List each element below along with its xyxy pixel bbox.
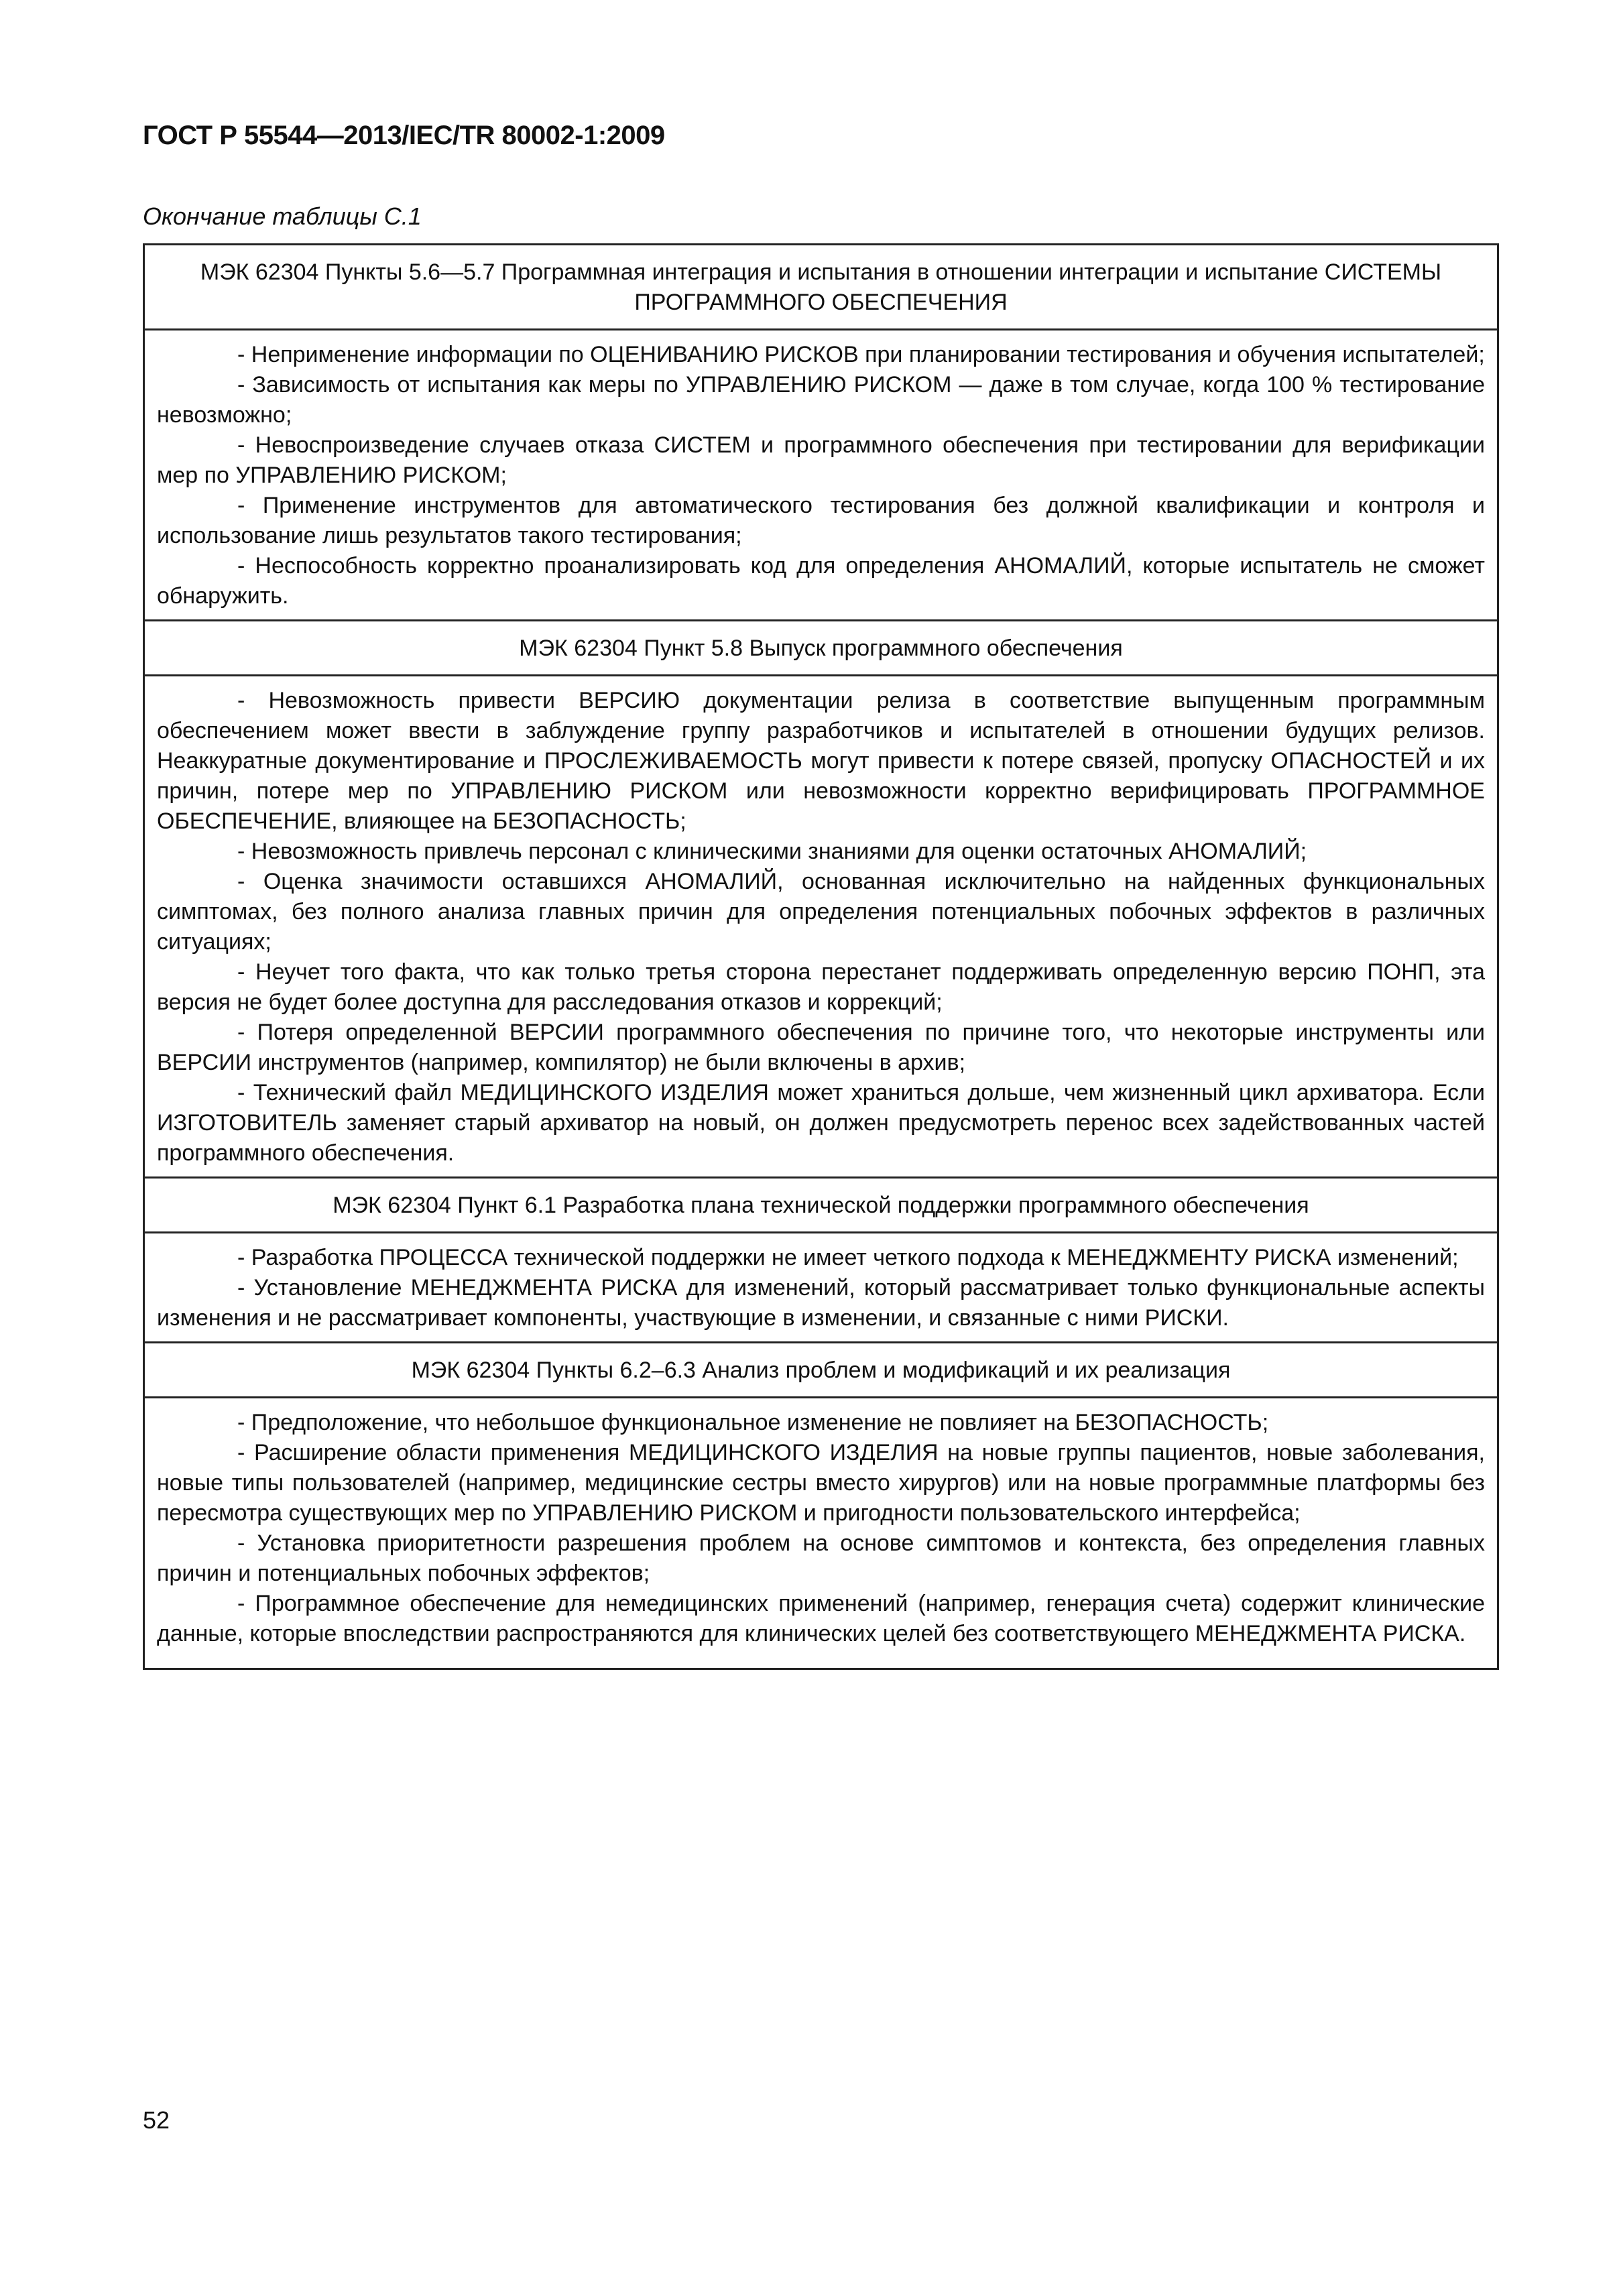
table-caption: Окончание таблицы С.1 xyxy=(143,202,422,230)
section-heading: МЭК 62304 Пункты 6.2–6.3 Анализ проблем и модификаций и их реализация xyxy=(145,1343,1497,1398)
list-item: - Применение инструментов для автоматического тестирования без должной квалификации и контроля и использование лишь результатов такого тестирования; xyxy=(157,493,1485,548)
list-item: - Установка приоритетности разрешения проблем на основе симптомов и контекста, без определения главных причин и потенциальных побочных эффектов; xyxy=(157,1530,1485,1586)
list-item: - Невозможность привести ВЕРСИЮ документации релиза в соответствие выпущенным программным обеспечением может ввести в заблуждение группу разработчиков и испытателей в отношении будущих релизов. Неаккуратные документирование и ПРОСЛЕЖИВАЕМОСТЬ могут привести к потере связей, пропуску ОПАСНОСТЕЙ и их причин, потере мер по УПРАВЛЕНИЮ РИСКОМ или невозможности корректно верифицировать ПРОГРАММНОЕ ОБЕСПЕЧЕНИЕ, влияющее на БЕЗОПАСНОСТЬ; xyxy=(157,688,1485,834)
section-heading: МЭК 62304 Пункт 6.1 Разработка плана технической поддержки программного обеспечения xyxy=(145,1179,1497,1233)
list-item: - Неспособность корректно проанализировать код для определения АНОМАЛИЙ, которые испытатель не сможет обнаружить. xyxy=(157,553,1485,609)
section-heading: МЭК 62304 Пункт 5.8 Выпуск программного обеспечения xyxy=(145,621,1497,676)
list-item: - Неприменение информации по ОЦЕНИВАНИЮ РИСКОВ при планировании тестирования и обучения испытателей; xyxy=(237,342,1485,367)
list-item: - Расширение области применения МЕДИЦИНСКОГО ИЗДЕЛИЯ на новые группы пациентов, новые заболевания, новые типы пользователей (например, медицинские сестры вместо хирургов) или на новые программные платформы без пересмотра существующих мер по УПРАВЛЕНИЮ РИСКОМ и пригодности пользовательского интерфейса; xyxy=(157,1440,1485,1526)
list-item: - Невоспроизведение случаев отказа СИСТЕМ и программного обеспечения при тестировании для верификации мер по УПРАВЛЕНИЮ РИСКОМ; xyxy=(157,432,1485,488)
page-number: 52 xyxy=(143,2106,170,2134)
list-item: - Программное обеспечение для немедицинских применений (например, генерация счета) содержит клинические данные, которые впоследствии распространяются для клинических целей без соответствующего МЕНЕДЖМЕНТА РИСКА. xyxy=(157,1591,1485,1646)
section-heading: МЭК 62304 Пункты 5.6—5.7 Программная интеграция и испытания в отношении интеграции и испытание СИСТЕМЫ ПРОГРАММНОГО ОБЕСПЕЧЕНИЯ xyxy=(145,245,1497,330)
section-body xyxy=(145,1233,1497,1343)
list-item: - Зависимость от испытания как меры по УПРАВЛЕНИЮ РИСКОМ — даже в том случае, когда 100 % тестирование невозможно; xyxy=(157,372,1485,428)
risk-table xyxy=(143,243,1499,1670)
list-item: - Невозможность привлечь персонал с клиническими знаниями для оценки остаточных АНОМАЛИЙ; xyxy=(237,839,1307,864)
list-item: - Технический файл МЕДИЦИНСКОГО ИЗДЕЛИЯ может храниться дольше, чем жизненный цикл архиватора. Если ИЗГОТОВИТЕЛЬ заменяет старый архиватор на новый, он должен предусмотреть перенос всех задействованных частей программного обеспечения. xyxy=(157,1080,1485,1166)
section-body xyxy=(145,1398,1497,1668)
section-body xyxy=(145,676,1497,1179)
section-body xyxy=(145,330,1497,621)
list-item: - Предположение, что небольшое функциональное изменение не повлияет на БЕЗОПАСНОСТЬ; xyxy=(237,1410,1269,1435)
list-item: - Установление МЕНЕДЖМЕНТА РИСКА для изменений, который рассматривает только функциональные аспекты изменения и не рассматривает компоненты, участвующие в изменении, и связанные с ними РИСКИ. xyxy=(157,1275,1485,1331)
document-header: ГОСТ Р 55544—2013/IEC/TR 80002-1:2009 xyxy=(143,121,665,150)
list-item: - Разработка ПРОЦЕССА технической поддержки не имеет четкого подхода к МЕНЕДЖМЕНТУ РИСКА изменений; xyxy=(237,1245,1459,1270)
list-item: - Неучет того факта, что как только третья сторона перестанет поддерживать определенную версию ПОНП, эта версия не будет более доступна для расследования отказов и коррекций; xyxy=(157,959,1485,1015)
list-item: - Потеря определенной ВЕРСИИ программного обеспечения по причине того, что некоторые инструменты или ВЕРСИИ инструментов (например, компилятор) не были включены в архив; xyxy=(157,1020,1485,1075)
list-item: - Оценка значимости оставшихся АНОМАЛИЙ, основанная исключительно на найденных функциональных симптомах, без полного анализа главных причин для определения потенциальных побочных эффектов в различных ситуациях; xyxy=(157,869,1485,955)
